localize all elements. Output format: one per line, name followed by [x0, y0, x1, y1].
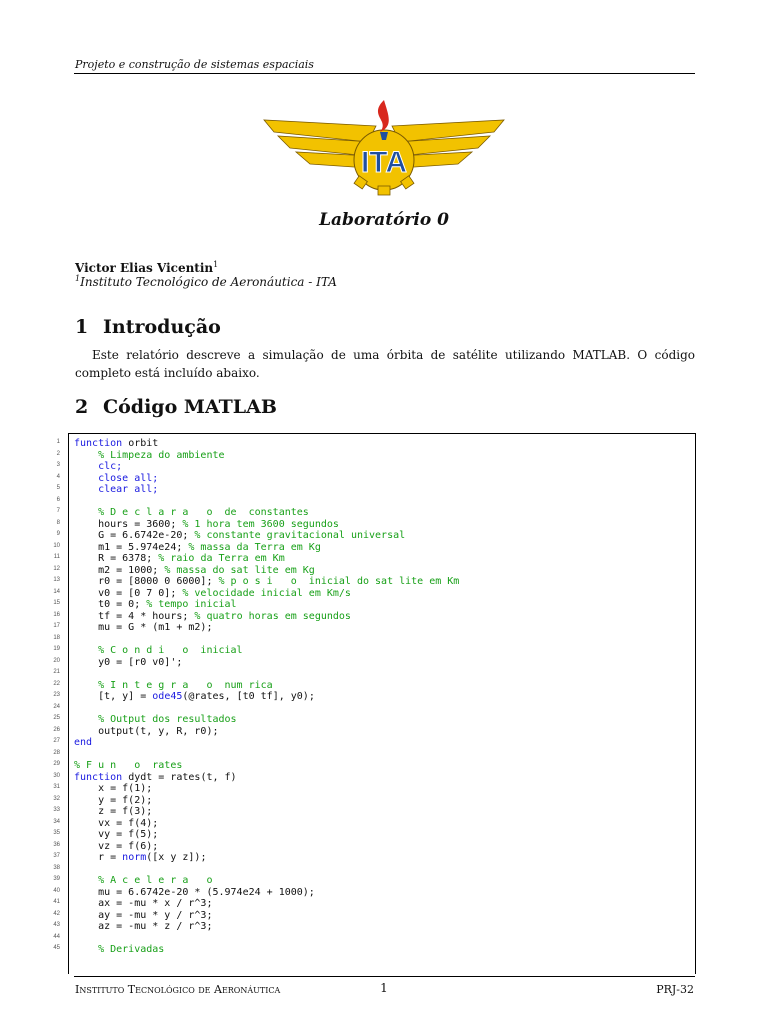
code-text	[74, 622, 212, 634]
code-token: v0 = [0 7 0];	[74, 587, 183, 599]
intro-paragraph: Este relatório descreve a simulação de uma órbita de satélite utilizando MATLAB. O código completo está incluído abaixo.	[75, 348, 695, 380]
section-number: 2	[75, 396, 89, 418]
line-number-label: 12	[53, 565, 60, 572]
code-text	[74, 737, 92, 749]
code-comment: % quatro horas em segundos	[194, 610, 351, 622]
code-text	[74, 450, 225, 462]
line-number-label: 2	[56, 450, 60, 457]
line-number-label: 26	[53, 726, 60, 733]
section-number: 1	[75, 316, 89, 338]
code-token: x = f(1);	[74, 783, 153, 794]
line-number-label: 28	[53, 749, 60, 756]
code-text	[74, 484, 158, 496]
code-token: ax = -mu * x / r^3;	[74, 898, 213, 909]
code-comment: % Limpeza do ambiente	[74, 449, 225, 461]
code-text	[74, 645, 243, 657]
author-name: Victor Elias Vicentin	[75, 261, 214, 275]
code-text	[74, 760, 182, 772]
line-number-label: 20	[53, 657, 60, 664]
line-number-label: 35	[53, 830, 60, 836]
code-text	[74, 898, 212, 910]
code-keyword: function	[74, 438, 123, 449]
line-number-label: 37	[53, 853, 60, 859]
line-number-label: 21	[53, 669, 60, 675]
code-line	[69, 737, 695, 749]
code-line	[69, 611, 695, 623]
code-line	[69, 622, 695, 634]
code-token: m1 = 5.974e24;	[74, 541, 189, 553]
code-comment: % Derivadas	[74, 944, 165, 955]
code-comment: % 1 hora tem 3600 segundos	[182, 518, 339, 530]
code-comment: % constante gravitacional universal	[194, 530, 406, 541]
code-line	[69, 898, 695, 910]
code-line	[69, 553, 695, 565]
line-number-label: 27	[53, 738, 60, 744]
code-line	[69, 461, 695, 473]
code-comment: % velocidade inicial em Km/s	[182, 587, 351, 599]
line-number-label: 40	[53, 887, 60, 894]
line-number-label: 45	[53, 945, 60, 951]
code-line	[69, 933, 695, 945]
code-line	[69, 772, 695, 784]
code-line	[69, 496, 695, 508]
code-text	[74, 783, 152, 795]
code-comment: % A c e l e r a o	[74, 875, 213, 886]
author-sup: 1	[213, 260, 219, 269]
code-line	[69, 726, 695, 738]
line-number-label: 29	[53, 761, 60, 767]
code-token: tf = 4 * hours;	[74, 610, 195, 622]
section-title: Código MATLAB	[103, 396, 277, 418]
line-number-label: 8	[56, 519, 60, 526]
code-comment: % p o s i o inicial do sat lite em Km	[218, 576, 460, 587]
code-text	[74, 714, 237, 726]
code-token: ay = -mu * y / r^3;	[74, 909, 213, 921]
line-number-label: 9	[56, 531, 60, 537]
line-number-label: 5	[56, 485, 60, 491]
code-comment: % C o n d i o inicial	[74, 645, 243, 656]
code-comment: % Output dos resultados	[74, 714, 237, 725]
code-line	[69, 507, 695, 519]
code-line	[69, 680, 695, 692]
code-line	[69, 484, 695, 496]
code-comment: % raio da Terra em Km	[158, 553, 285, 564]
code-line	[69, 714, 695, 726]
code-token: mu = 6.6742e-20 * (5.974e24 + 1000);	[74, 886, 315, 898]
line-number-label: 33	[53, 807, 60, 813]
code-token: hours = 3600;	[74, 518, 183, 530]
code-line	[69, 749, 695, 761]
code-text	[74, 473, 158, 485]
ita-logo	[256, 98, 512, 198]
code-text	[74, 553, 285, 565]
code-comment: % tempo inicial	[146, 599, 237, 610]
code-text	[74, 818, 158, 830]
code-keyword: clc;	[74, 461, 123, 472]
code-line	[69, 473, 695, 485]
line-number-label: 17	[53, 623, 60, 629]
code-token: R = 6378;	[74, 553, 159, 564]
code-keyword: ode45	[152, 691, 183, 702]
code-text	[74, 680, 273, 692]
code-line	[69, 829, 695, 841]
code-line	[69, 657, 695, 669]
code-line	[69, 818, 695, 830]
line-number-label: 19	[53, 646, 60, 652]
code-keyword: end	[74, 737, 93, 748]
section-title: Introdução	[103, 316, 221, 338]
code-text	[74, 588, 351, 600]
line-number-label: 14	[53, 588, 60, 595]
line-number-label: 3	[56, 462, 60, 468]
line-number-label: 10	[53, 542, 60, 549]
code-comment: % D e c l a r a o de constantes	[74, 507, 309, 518]
code-line	[69, 910, 695, 922]
code-line	[69, 887, 695, 899]
code-token: (@rates, [t0 tf], y0);	[182, 691, 315, 702]
footer-institution: Instituto Tecnológico de Aeronáutica	[75, 983, 281, 996]
code-token: az = -mu * z / r^3;	[74, 921, 213, 932]
code-text	[74, 806, 152, 818]
code-keyword: function	[74, 771, 123, 783]
line-number-label: 31	[53, 784, 60, 790]
code-comment: % I n t e g r a o num rica	[74, 679, 273, 691]
line-number-label: 25	[53, 715, 60, 721]
code-line	[69, 795, 695, 807]
code-text	[74, 438, 158, 450]
code-keyword: norm	[122, 852, 147, 863]
line-number-label: 32	[53, 795, 60, 802]
code-text	[74, 519, 339, 531]
affiliation-line	[75, 274, 337, 289]
line-number-label: 39	[53, 876, 60, 882]
code-listing	[68, 433, 696, 974]
code-line	[69, 864, 695, 876]
line-number-label: 1	[56, 439, 60, 445]
code-token: orbit	[122, 438, 159, 449]
line-number-label: 44	[53, 933, 60, 940]
line-number-label: 43	[53, 922, 60, 928]
affiliation-text: Instituto Tecnológico de Aeronáutica - ITA	[80, 275, 337, 289]
code-token: mu = G * (m1 + m2);	[74, 622, 213, 633]
line-number-label: 34	[53, 818, 60, 825]
code-line	[69, 530, 695, 542]
code-token: y = f(2);	[74, 794, 153, 806]
code-line	[69, 875, 695, 887]
code-text	[74, 887, 315, 899]
code-token: r =	[74, 852, 123, 863]
code-line	[69, 806, 695, 818]
code-keyword: close all;	[74, 472, 159, 484]
code-text	[74, 611, 351, 623]
code-line	[69, 519, 695, 531]
line-number-label: 42	[53, 910, 60, 917]
section-heading-intro	[75, 316, 221, 338]
code-text	[74, 910, 212, 922]
code-line	[69, 760, 695, 772]
code-token: output(t, y, R, r0);	[74, 725, 219, 737]
code-token: vz = f(6);	[74, 840, 159, 852]
code-line	[69, 576, 695, 588]
code-text	[74, 599, 237, 611]
code-text	[74, 691, 315, 703]
code-token: [t, y] =	[74, 691, 153, 702]
line-number-label: 24	[53, 703, 60, 710]
code-line	[69, 588, 695, 600]
code-line	[69, 921, 695, 933]
line-number-label: 16	[53, 611, 60, 618]
code-text	[74, 875, 212, 887]
document-title: Laboratório 0	[319, 210, 449, 230]
code-line	[69, 634, 695, 646]
line-number-label: 30	[53, 772, 60, 779]
code-line	[69, 450, 695, 462]
header-rule	[74, 73, 695, 74]
line-number-label: 36	[53, 841, 60, 848]
code-text	[74, 795, 152, 807]
line-number-label: 22	[53, 680, 60, 687]
running-header: Projeto e construção de sistemas espaciais	[75, 58, 314, 71]
code-text	[74, 944, 164, 956]
course-code: PRJ-32	[656, 983, 694, 996]
footer-rule	[74, 976, 695, 977]
code-line	[69, 783, 695, 795]
code-text	[74, 530, 405, 542]
code-line	[69, 668, 695, 680]
code-token: r0 = [8000 0 6000];	[74, 576, 219, 587]
code-line	[69, 645, 695, 657]
code-token: vx = f(4);	[74, 817, 159, 829]
code-token: ([x y z]);	[146, 852, 207, 863]
line-number-label: 38	[53, 864, 60, 871]
code-line	[69, 542, 695, 554]
code-line	[69, 944, 695, 956]
code-comment: % massa do sat lite em Kg	[164, 564, 315, 576]
code-text	[74, 542, 321, 554]
page-number: 1	[380, 981, 388, 995]
code-text	[74, 576, 459, 588]
code-line	[69, 438, 695, 450]
section-heading-code	[75, 396, 277, 418]
code-line	[69, 691, 695, 703]
code-token: z = f(3);	[74, 806, 153, 817]
line-number-label: 11	[53, 554, 60, 560]
code-text	[74, 657, 182, 669]
line-number-label: 15	[53, 600, 60, 606]
line-number-label: 6	[56, 496, 60, 503]
code-text	[74, 921, 212, 933]
line-number-label: 18	[53, 634, 60, 641]
code-text	[74, 507, 309, 519]
code-token: vy = f(5);	[74, 829, 159, 840]
author-line	[75, 260, 218, 275]
code-token: G = 6.6742e-20;	[74, 530, 195, 541]
line-number-label: 4	[56, 473, 60, 480]
line-number-label: 13	[53, 577, 60, 583]
line-number-label: 23	[53, 692, 60, 698]
code-token: y0 = [r0 v0]';	[74, 656, 183, 668]
code-text	[74, 772, 237, 784]
code-text	[74, 841, 158, 853]
code-line	[69, 852, 695, 864]
code-text	[74, 565, 315, 577]
code-text	[74, 829, 158, 841]
code-token: dydt = rates(t, f)	[122, 771, 237, 783]
code-text	[74, 461, 122, 473]
code-line	[69, 599, 695, 611]
code-comment: % F u n o rates	[74, 760, 183, 771]
code-line	[69, 565, 695, 577]
affiliation-sup: 1	[75, 274, 81, 283]
code-token: t0 = 0;	[74, 599, 147, 610]
code-comment: % massa da Terra em Kg	[188, 541, 321, 553]
code-token: m2 = 1000;	[74, 564, 165, 576]
code-line	[69, 841, 695, 853]
logo-text: ITA	[360, 146, 408, 179]
code-text	[74, 852, 206, 864]
line-number-label: 7	[56, 508, 60, 514]
code-text	[74, 726, 219, 738]
code-keyword: clear all;	[74, 484, 159, 495]
code-line	[69, 703, 695, 715]
line-number-label: 41	[53, 899, 60, 905]
